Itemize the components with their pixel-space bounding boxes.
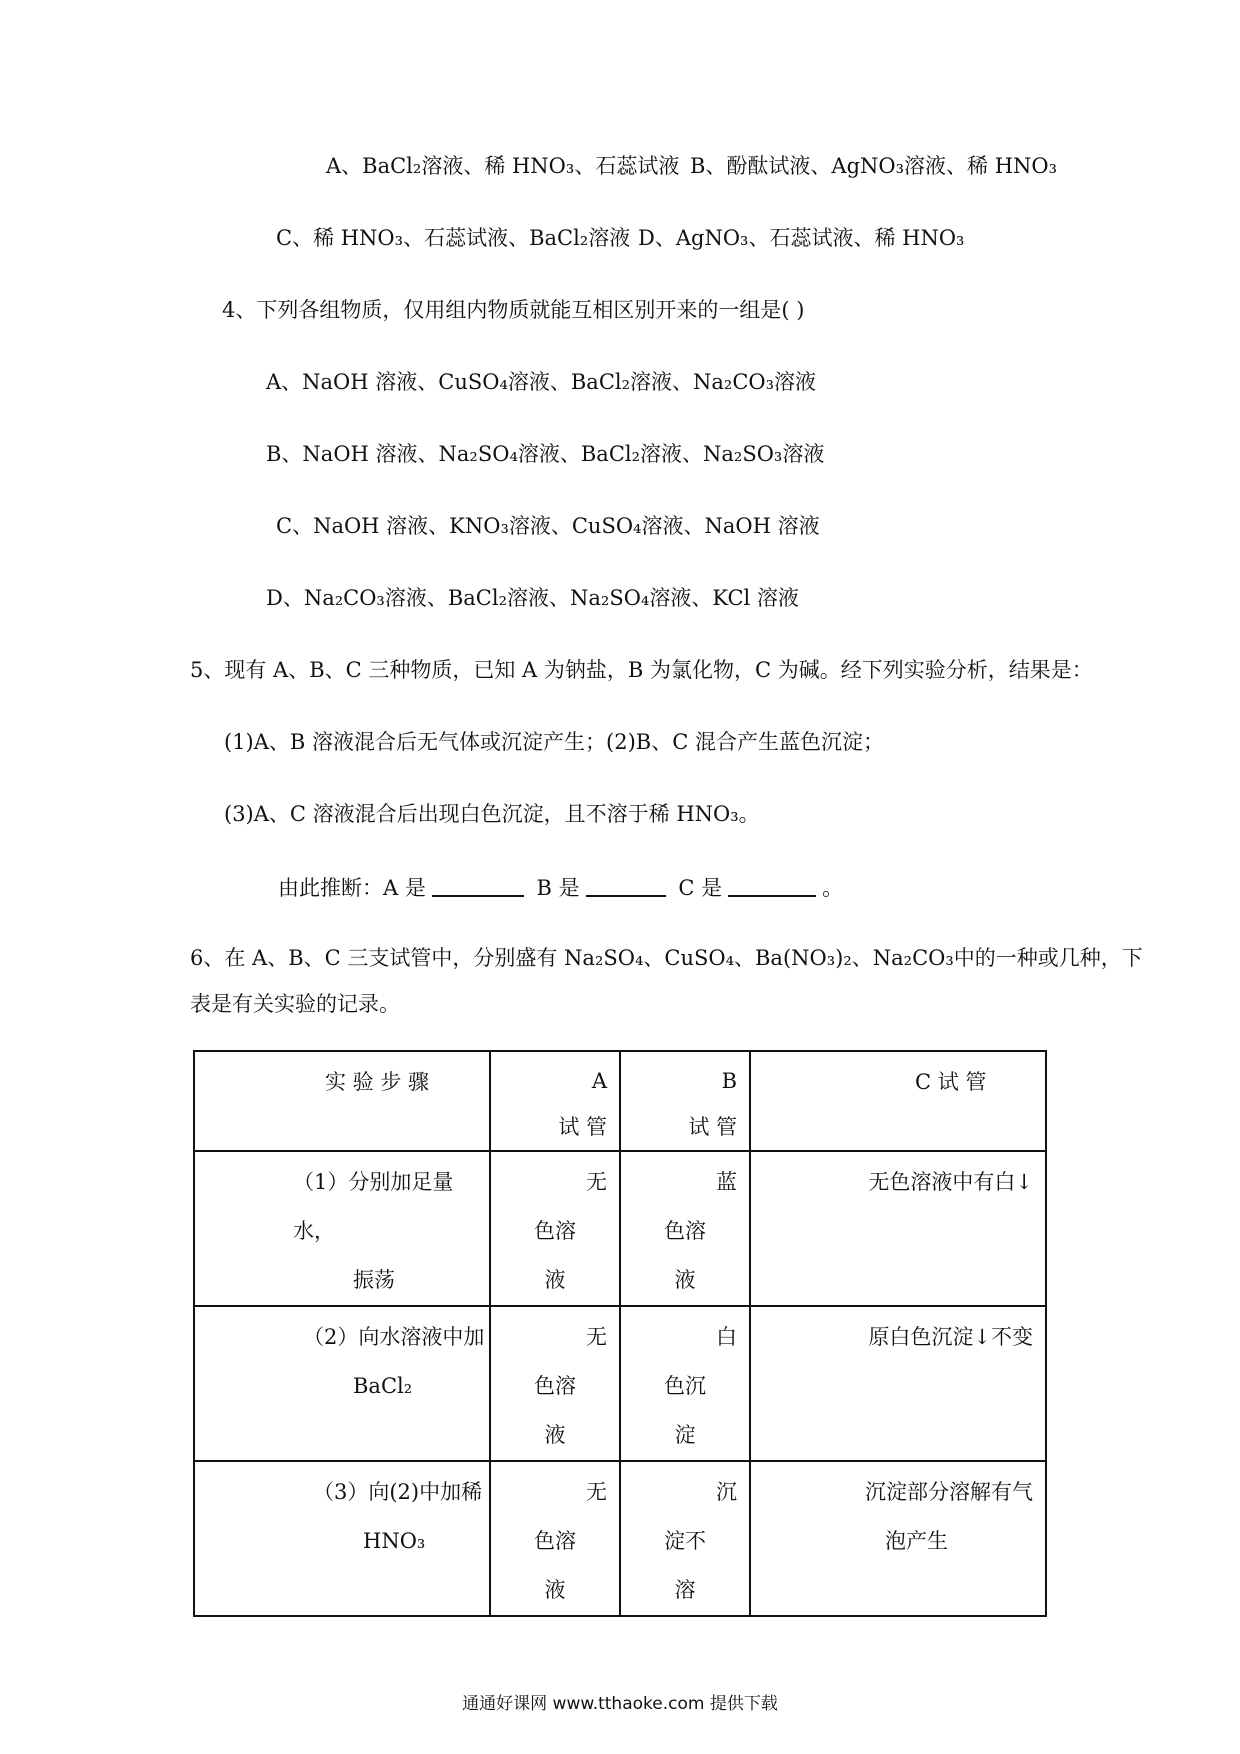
header-tube-b: B 试 管: [620, 1051, 750, 1151]
table-header-row: [194, 1051, 1046, 1151]
answer-blank-c[interactable]: [728, 876, 816, 897]
header-tube-c: C 试 管: [750, 1051, 1046, 1151]
answer-blank-b[interactable]: [586, 876, 666, 897]
q6-stem-line2: 表是有关实验的记录。: [190, 992, 400, 1016]
q4-option-b: B、NaOH 溶液、Na₂SO₄溶液、BaCl₂溶液、Na₂SO₃溶液: [266, 442, 825, 466]
table-row: （2）向水溶液中加 BaCl₂ 无 色溶 液 白 色沉 淀 原白色沉淀↓不变: [194, 1306, 1046, 1461]
q6-stem-line1: 6、在 A、B、C 三支试管中，分别盛有 Na₂SO₄、CuSO₄、Ba(NO₃)₂、Na₂CO₃中的一种或几种，下: [190, 946, 1143, 970]
experiment-table: [193, 1050, 1047, 1617]
q5-condition-2: (3)A、C 溶液混合后出现白色沉淀，且不溶于稀 HNO₃。: [224, 802, 760, 826]
q5-condition-1: (1)A、B 溶液混合后无气体或沉淀产生；(2)B、C 混合产生蓝色沉淀；: [224, 730, 884, 754]
table-row: （3）向(2)中加稀 HNO₃ 无 色溶 液 沉 淀不 溶 沉淀部分溶解有气 泡产生: [194, 1461, 1046, 1616]
q4-option-a: A、NaOH 溶液、CuSO₄溶液、BaCl₂溶液、Na₂CO₃溶液: [266, 370, 817, 394]
header-tube-a: A 试 管: [490, 1051, 620, 1151]
q4-stem: 4、下列各组物质，仅用组内物质就能互相区别开来的一组是( ): [222, 298, 805, 322]
q5-conclusion: [278, 876, 843, 899]
answer-blank-a[interactable]: [432, 876, 524, 897]
q5-b-label: B 是: [536, 876, 580, 900]
page-footer: 通通好课网 www.tthaoke.com 提供下载: [462, 1694, 778, 1714]
q4-option-c: C、NaOH 溶液、KNO₃溶液、CuSO₄溶液、NaOH 溶液: [276, 514, 820, 538]
q3-option-d: D、AgNO₃、石蕊试液、稀 HNO₃: [638, 226, 965, 250]
q5-end-mark: 。: [822, 876, 844, 900]
q3-option-a: A、BaCl₂溶液、稀 HNO₃、石蕊试液: [326, 154, 680, 178]
q5-c-label: C 是: [678, 876, 723, 900]
q5-conclusion-prefix: 由此推断：A 是: [278, 876, 426, 900]
table-row: （1）分别加足量水， 振荡 无 色溶 液 蓝 色溶 液 无色溶液中有白↓: [194, 1151, 1046, 1306]
q3-option-b: B、酚酞试液、AgNO₃溶液、稀 HNO₃: [690, 154, 1058, 178]
header-step: 实 验 步 骤: [194, 1051, 490, 1151]
q3-option-c: C、稀 HNO₃、石蕊试液、BaCl₂溶液: [276, 226, 631, 250]
q5-stem: 5、现有 A、B、C 三种物质，已知 A 为钠盐，B 为氯化物，C 为碱。经下列实验分析，结果是：: [190, 658, 1093, 682]
q4-option-d: D、Na₂CO₃溶液、BaCl₂溶液、Na₂SO₄溶液、KCl 溶液: [266, 586, 799, 610]
